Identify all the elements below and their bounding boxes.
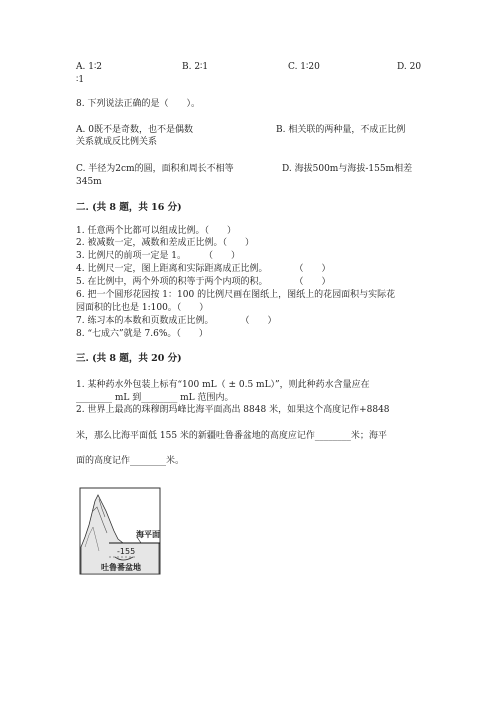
section-3-q1-line1: 1. 某种药水外包装上标有“100 mL（ ± 0.5 mL）”，则此种药水含量应在 xyxy=(76,380,370,390)
section-2-item-continued: 园面积的比也是 1:100。（ ） xyxy=(76,303,209,313)
section-2-item: 1. 任意两个比都可以组成比例。（ ） xyxy=(76,226,236,236)
q8-stem: 8. 下列说法正确的是（ ）。 xyxy=(76,99,200,109)
section-2-item: 6. 把一个圆形花园按 1：100 的比例尺画在图纸上，图纸上的花园面积与实际花 xyxy=(76,290,396,300)
q7-option-b: B. 2∶1 xyxy=(182,62,209,72)
sea-level-figure xyxy=(79,487,161,575)
q8-option-b-continued: 关系就成反比例关系 xyxy=(76,137,158,147)
basin-label: 吐鲁番盆地 xyxy=(101,563,141,572)
q8-option-d: D. 海拔500m与海拔-155m相差 xyxy=(282,164,413,174)
depth-label: -155 xyxy=(117,547,136,556)
section-2-item: 3. 比例尺的前项一定是 1。 （ ） xyxy=(76,251,241,261)
q7-option-a-continued: ∶1 xyxy=(76,75,85,85)
section-3-q2-line2: 米，那么比海平面低 155 米的新疆吐鲁番盆地的高度应记作________米；海平 xyxy=(76,431,387,441)
section-2-item: 2. 被减数一定，减数和差成正比例。（ ） xyxy=(76,238,254,248)
section-2-title: 二. (共 8 题，共 16 分) xyxy=(76,202,182,213)
section-3-q2-line3: 面的高度记作________米。 xyxy=(76,456,185,466)
sea-level-label: 海平面 xyxy=(136,530,160,539)
q8-option-b: B. 相关联的两种量，不成正比例 xyxy=(276,125,406,135)
q8-option-c: C. 半径为2cm的圆，面积和周长不相等 xyxy=(76,164,234,174)
section-3-title: 三. (共 8 题，共 20 分) xyxy=(76,353,182,364)
section-2-item: 4. 比例尺一定，图上距离和实际距离成正比例。 （ ） xyxy=(76,264,331,274)
q8-option-d-continued: 345m xyxy=(76,177,102,187)
section-3-q1-line2: ________ mL 到________ mL 范围内。 xyxy=(76,393,234,403)
section-2-item: 7. 练习本的本数和页数成正比例。 （ ） xyxy=(76,316,277,326)
q8-option-a: A. 0既不是奇数，也不是偶数 xyxy=(76,125,193,135)
section-2-item: 5. 在比例中，两个外项的积等于两个内项的积。 （ ） xyxy=(76,277,331,287)
q7-option-d: D. 20 xyxy=(397,62,422,72)
q7-option-a: A. 1∶2 xyxy=(76,62,103,72)
section-2-item: 8. “七成六”就是 7.6%。（ ） xyxy=(76,329,208,339)
q7-option-c: C. 1∶20 xyxy=(288,62,320,72)
section-3-q2-line1: 2. 世界上最高的珠穆朗玛峰比海平面高出 8848 米，如果这个高度记作+8848 xyxy=(76,405,390,415)
